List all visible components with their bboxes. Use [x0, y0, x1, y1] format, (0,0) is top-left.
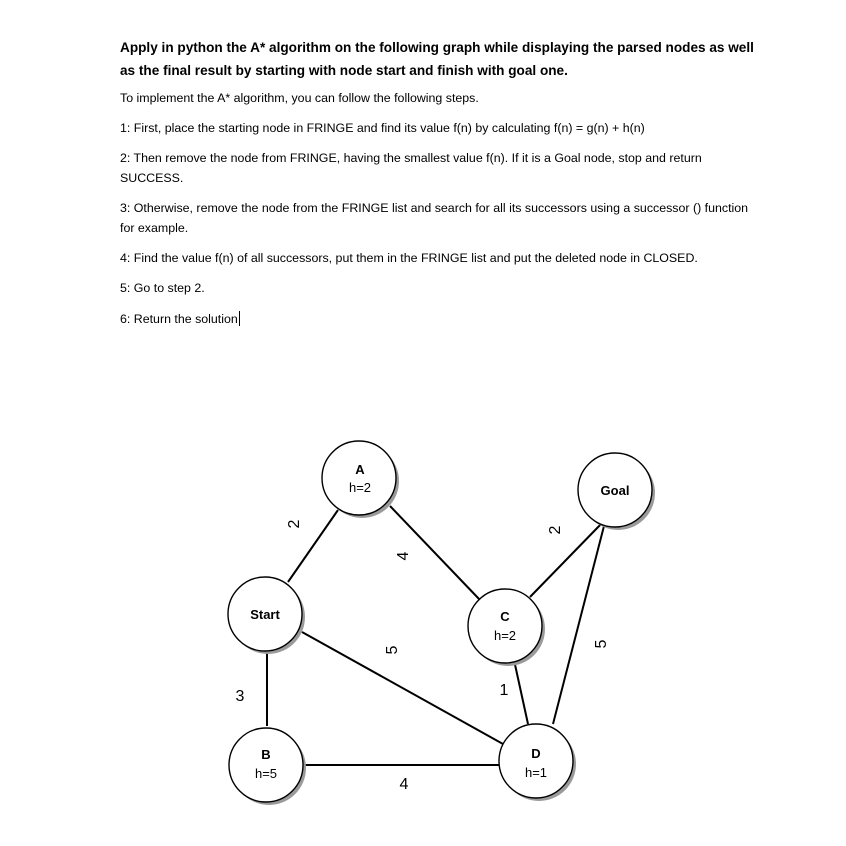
step-4: 4: Find the value f(n) of all successors, put them in the FRINGE list and put the deleted node in CLOSED.	[120, 251, 698, 265]
node-b-heuristic: h=5	[254, 766, 278, 781]
node-a-label: A	[355, 462, 365, 477]
node-start	[228, 577, 305, 654]
node-goal-label: Goal	[600, 483, 630, 498]
step-3: 3: Otherwise, remove the node from the FRINGE list and search for all its successors using a successor () function for example.	[120, 201, 749, 235]
weight-a-c: 4	[395, 551, 412, 561]
weight-start-b: 3	[235, 688, 245, 705]
node-a	[322, 441, 399, 518]
edge-c-d	[514, 660, 528, 724]
intro-text: To implement the A* algorithm, you can follow the following steps.	[120, 91, 479, 105]
node-c	[468, 589, 545, 666]
question-title: Apply in python the A* algorithm on the following graph while displaying the parsed nodes as well as the final result by starting with node start and finish with goal one.	[120, 40, 754, 78]
weight-c-d: 1	[499, 682, 509, 699]
step-2: 2: Then remove the node from FRINGE, having the smallest value f(n). If it is a Goal node, stop and return SUCCESS.	[120, 151, 702, 185]
node-d-label: D	[531, 746, 541, 761]
edge-goal-d	[553, 526, 604, 724]
node-a-heuristic: h=2	[348, 480, 372, 495]
node-d	[499, 724, 576, 801]
node-b-label: B	[261, 747, 271, 762]
node-b	[229, 728, 306, 805]
step-5: 5: Go to step 2.	[120, 281, 205, 295]
edge-c-goal	[530, 522, 603, 597]
step-1: 1: First, place the starting node in FRINGE and find its value f(n) by calculating f(n) = g(n) + h(n)	[120, 121, 645, 135]
weight-start-a: 2	[286, 519, 303, 529]
edge-start-d	[302, 632, 503, 744]
weight-start-d: 5	[384, 645, 401, 655]
weight-c-goal: 2	[547, 525, 564, 535]
step-6-text: 6: Return the solution	[120, 312, 238, 326]
node-d-heuristic: h=1	[524, 765, 548, 780]
weight-b-d: 4	[399, 776, 409, 793]
weight-goal-d: 5	[593, 639, 610, 649]
node-c-label: C	[500, 609, 510, 624]
node-goal	[578, 453, 655, 530]
node-start-label: Start	[250, 607, 280, 622]
node-c-heuristic: h=2	[493, 628, 517, 643]
